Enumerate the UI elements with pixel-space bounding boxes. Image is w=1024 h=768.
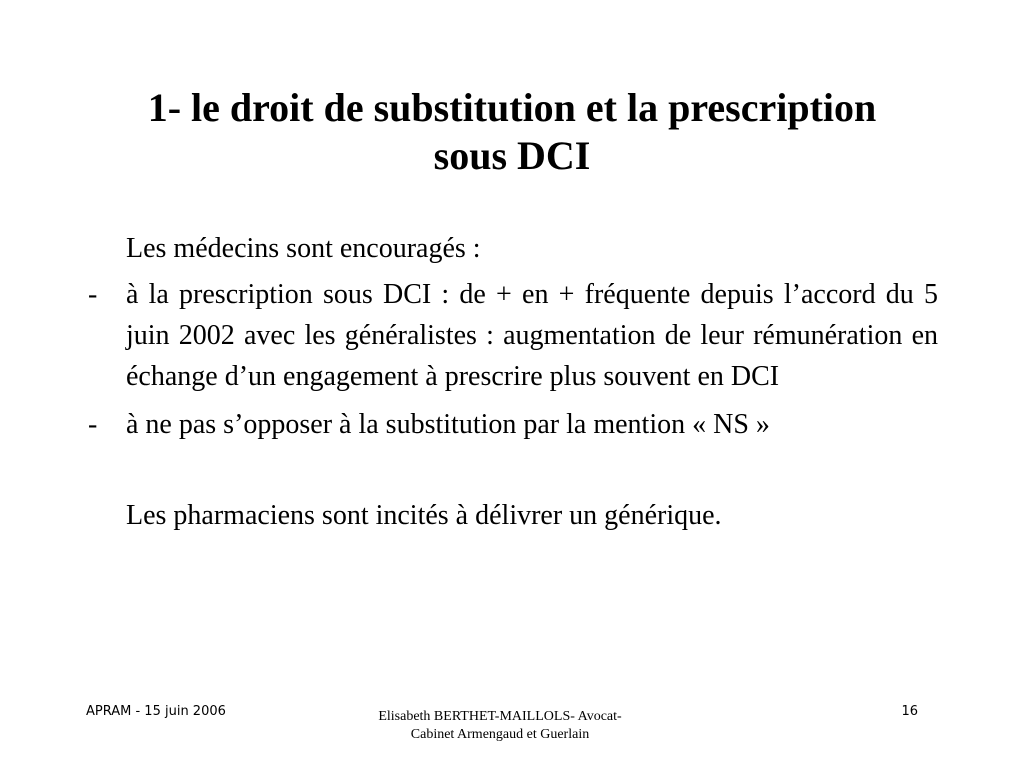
footer-author-line-1: Elisabeth BERTHET-MAILLOLS- Avocat- [378,709,622,724]
bullet-marker: - [88,279,98,310]
bullet-text: à la prescription sous DCI : de + en + fréquente depuis l’accord du 5 juin 2002 avec les généralistes : augmentation de leur rémunération en échange d’un engagement à prescrire plus souvent en DCI [126,279,938,392]
footer-author-line-2: Cabinet Armengaud et Guerlain [410,727,590,742]
bullet-text: à ne pas s’opposer à la substitution par la mention « NS » [126,409,770,440]
intro-text: Les médecins sont encouragés : [126,233,481,264]
closing-text: Les pharmaciens sont incités à délivrer un générique. [126,500,722,531]
page-number: 16 [901,704,918,719]
bullet-item-1 [84,274,938,397]
slide-title-line-1: 1- le droit de substitution et la prescription [147,85,877,130]
slide-title [60,84,964,180]
bullet-item-2 [84,404,938,445]
slide-body [84,228,938,536]
slide-title-line-2: sous DCI [433,133,591,178]
footer-event-date: APRAM - 15 juin 2006 [86,704,226,719]
bullet-marker: - [88,409,98,440]
footer-author [340,708,660,744]
